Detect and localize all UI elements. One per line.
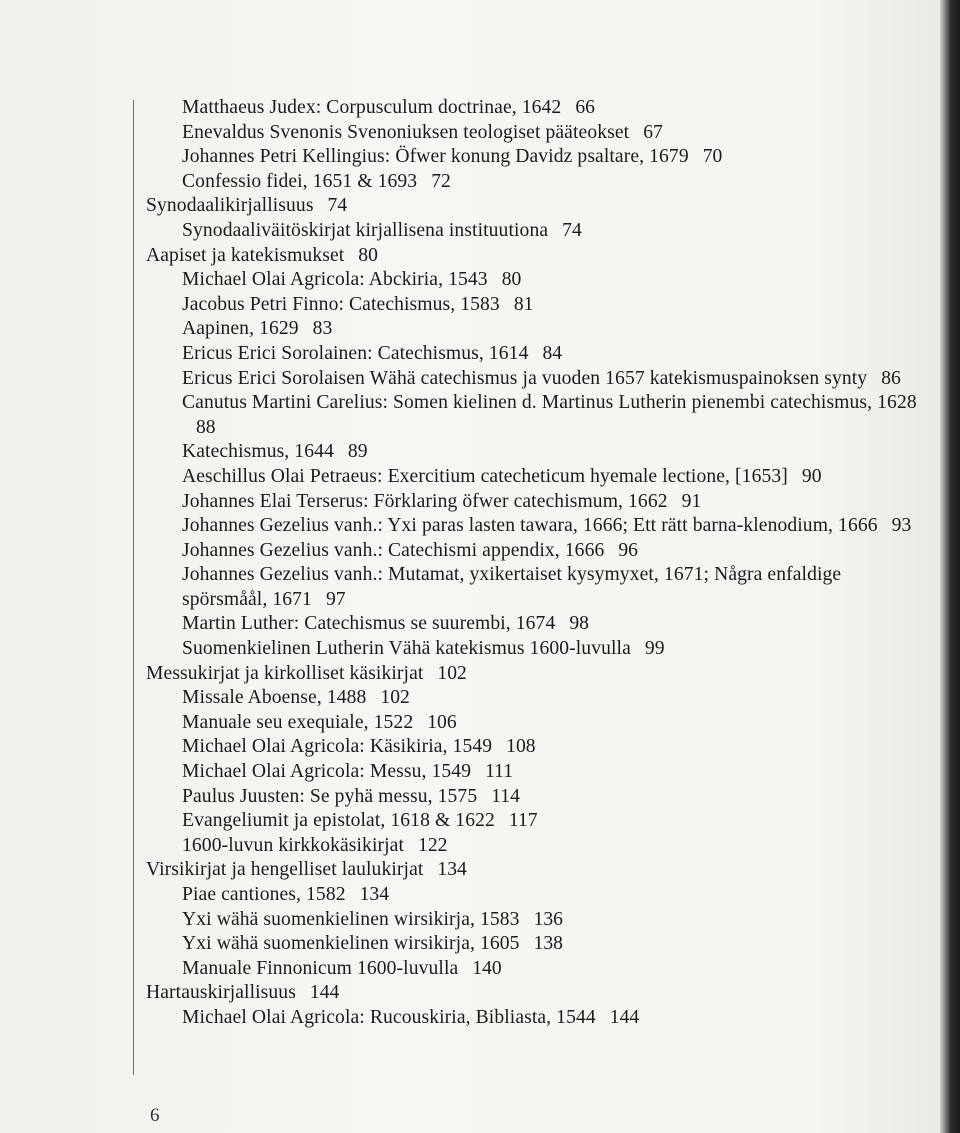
toc-entry-title: Synodaalikirjallisuus (146, 195, 314, 217)
toc-entry (146, 170, 926, 195)
toc-entry-title: Virsikirjat ja hengelliset laulukirjat (146, 859, 424, 881)
margin-rule (133, 100, 134, 1075)
toc-entry (146, 391, 926, 440)
toc-entry-page: 91 (681, 490, 702, 512)
toc-entry (146, 735, 926, 760)
toc-entry-page: 114 (491, 785, 520, 807)
toc-entry-title: Michael Olai Agricola: Messu, 1549 (182, 761, 472, 783)
toc-entry-title: Manuale Finnonicum 1600-luvulla (182, 957, 459, 979)
toc-entry-title: Michael Olai Agricola: Rucouskiria, Bibliasta, 1544 (182, 1006, 596, 1028)
toc-entry-title: Canutus Martini Carelius: Somen kielinen d. Martinus Lutherin pienembi catechismus, 1628 (182, 392, 917, 414)
toc-entry-page: 89 (347, 441, 368, 463)
toc-entry-page: 136 (533, 908, 563, 930)
toc-entry-page: 102 (380, 687, 410, 709)
toc-entry (146, 465, 926, 490)
toc-entry-title: Piae cantiones, 1582 (182, 884, 346, 905)
table-of-contents (146, 96, 926, 1031)
toc-section-heading (146, 244, 926, 269)
toc-section-heading (146, 981, 926, 1006)
toc-entry (146, 440, 926, 465)
toc-entry-title: Aapiset ja katekismukset (146, 244, 345, 266)
toc-entry-title: Johannes Gezelius vanh.: Yxi paras lasten tawara, 1666; Ett rätt barna-klenodium, 1666 (182, 515, 878, 537)
toc-entry (146, 514, 926, 539)
toc-entry-page: 144 (609, 1006, 640, 1028)
toc-entry (146, 490, 926, 515)
toc-entry (146, 1006, 926, 1031)
toc-entry (146, 686, 926, 711)
toc-entry-title: Ericus Erici Sorolaisen Wähä catechismus ja vuoden 1657 katekismuspainoksen synty (182, 367, 868, 389)
toc-section-heading (146, 858, 926, 883)
toc-entry-page: 84 (542, 342, 563, 364)
toc-entry (146, 121, 926, 146)
toc-entry (146, 760, 926, 785)
toc-entry-page: 140 (472, 957, 502, 979)
toc-entry-page: 67 (643, 121, 663, 143)
toc-entry (146, 834, 926, 859)
toc-entry (146, 612, 926, 637)
toc-entry-page: 98 (569, 613, 589, 635)
toc-entry-page: 88 (196, 416, 216, 438)
toc-entry-page: 93 (891, 515, 912, 537)
toc-entry-title: Ericus Erici Sorolainen: Catechismus, 1614 (182, 342, 529, 364)
toc-entry-title: Martin Luther: Catechismus se suurembi, 1674 (182, 613, 556, 635)
toc-entry (146, 883, 926, 908)
toc-entry (146, 957, 926, 982)
toc-entry-page: 97 (325, 588, 346, 610)
toc-entry-title: Paulus Juusten: Se pyhä messu, 1575 (182, 785, 478, 807)
toc-entry-page: 90 (801, 465, 822, 487)
toc-entry (146, 932, 926, 957)
toc-entry-title: Manuale seu exequiale, 1522 (182, 711, 414, 733)
toc-section-heading (146, 194, 926, 219)
toc-section-heading (146, 662, 926, 687)
toc-entry (146, 342, 926, 367)
toc-entry-page: 81 (513, 293, 534, 315)
toc-entry (146, 367, 926, 392)
toc-entry (146, 317, 926, 342)
toc-entry-title: 1600-luvun kirkkokäsikirjat (182, 834, 405, 856)
toc-entry (146, 539, 926, 564)
toc-entry-title: Johannes Gezelius vanh.: Mutamat, yxikertaiset kysymyxet, 1671; Några enfaldige spörsmåål, 1671 (182, 564, 842, 610)
toc-entry-page: 134 (437, 859, 467, 881)
toc-entry-title: Missale Aboense, 1488 (182, 687, 367, 709)
toc-entry (146, 711, 926, 736)
toc-entry-page: 117 (508, 810, 538, 832)
toc-entry-page: 66 (575, 97, 595, 118)
toc-entry-title: Johannes Elai Terserus: Förklaring öfwer catechismum, 1662 (182, 490, 668, 512)
toc-entry-title: Evangeliumit ja epistolat, 1618 & 1622 (182, 810, 495, 832)
toc-entry-title: Johannes Gezelius vanh.: Catechismi appendix, 1666 (182, 539, 605, 561)
toc-entry-title: Confessio fidei, 1651 & 1693 (182, 170, 418, 192)
toc-entry-title: Enevaldus Svenonis Svenoniuksen teologiset pääteokset (182, 121, 630, 143)
toc-entry-title: Synodaaliväitöskirjat kirjallisena instituutiona (182, 219, 549, 241)
toc-entry (146, 563, 926, 612)
toc-entry-title: Michael Olai Agricola: Abckiria, 1543 (182, 269, 488, 291)
toc-entry (146, 145, 926, 170)
toc-entry-title: Aeschillus Olai Petraeus: Exercitium catecheticum hyemale lectione, [1653] (182, 465, 788, 487)
toc-entry-page: 86 (881, 367, 901, 389)
toc-entry-page: 80 (501, 269, 522, 291)
toc-entry-page: 144 (309, 982, 340, 1004)
toc-entry-page: 106 (427, 711, 457, 733)
toc-entry-title: Johannes Petri Kellingius: Öfwer konung Davidz psaltare, 1679 (182, 146, 689, 168)
toc-entry-page: 74 (327, 195, 348, 217)
page-edge-shadow (940, 0, 960, 1133)
toc-entry-page: 134 (359, 884, 390, 905)
toc-entry-title: Yxi wähä suomenkielinen wirsikirja, 1583 (182, 908, 520, 930)
toc-entry-title: Suomenkielinen Lutherin Vähä katekismus 1600-luvulla (182, 638, 631, 660)
toc-entry (146, 785, 926, 810)
toc-entry-page: 70 (702, 146, 723, 168)
toc-entry-title: Michael Olai Agricola: Käsikiria, 1549 (182, 736, 493, 758)
toc-entry-title: Matthaeus Judex: Corpusculum doctrinae, 1642 (182, 97, 562, 118)
toc-entry-page: 102 (437, 662, 467, 684)
page-number: 6 (150, 1105, 160, 1126)
toc-entry (146, 268, 926, 293)
toc-entry-title: Jacobus Petri Finno: Catechismus, 1583 (182, 293, 500, 315)
toc-entry (146, 809, 926, 834)
toc-entry-page: 122 (418, 834, 448, 856)
toc-entry-title: Yxi wähä suomenkielinen wirsikirja, 1605 (182, 933, 520, 955)
toc-entry-page: 108 (506, 736, 536, 758)
toc-entry-page: 138 (533, 933, 563, 955)
toc-entry-page: 96 (618, 539, 638, 561)
toc-entry-page: 83 (312, 318, 333, 340)
toc-entry (146, 96, 926, 121)
toc-entry-title: Aapinen, 1629 (182, 318, 299, 340)
toc-entry (146, 293, 926, 318)
toc-entry-title: Katechismus, 1644 (182, 441, 334, 463)
toc-entry (146, 908, 926, 933)
toc-entry (146, 637, 926, 662)
toc-entry-title: Messukirjat ja kirkolliset käsikirjat (146, 662, 424, 684)
toc-entry-page: 74 (562, 219, 582, 241)
toc-entry-page: 80 (358, 244, 378, 266)
toc-entry-page: 72 (431, 170, 451, 192)
toc-entry (146, 219, 926, 244)
toc-entry-page: 111 (485, 761, 514, 783)
toc-entry-title: Hartauskirjallisuus (146, 982, 296, 1004)
toc-entry-page: 99 (644, 638, 665, 660)
